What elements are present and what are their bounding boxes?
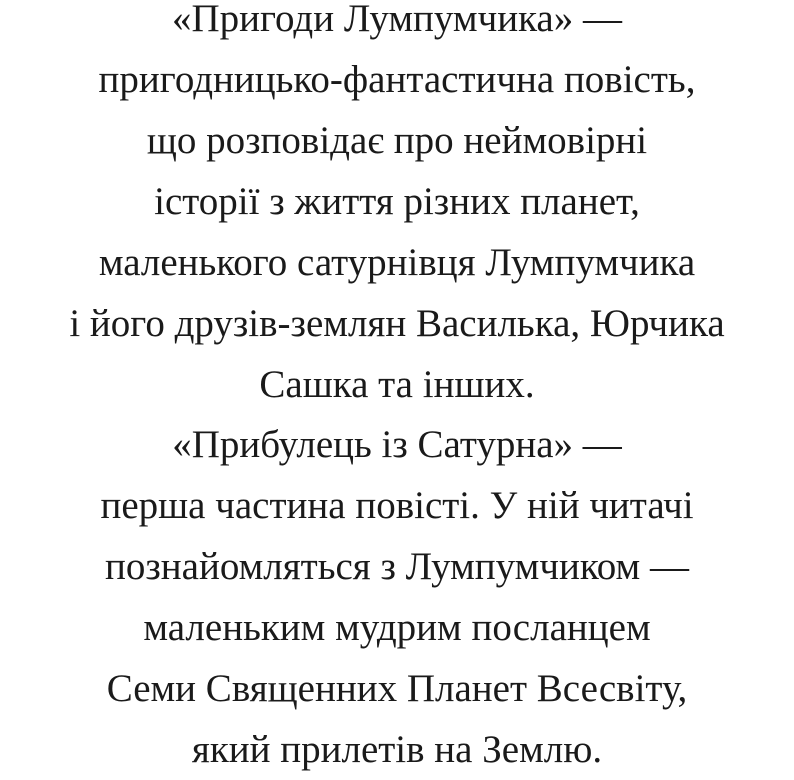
annotation-paragraph-part-one <box>0 414 794 780</box>
text-line: познайомляться з Лумпумчиком — <box>105 545 689 588</box>
text-line: перша частина повісті. У ній читачі <box>100 484 694 527</box>
text-line: Сашка та інших. <box>259 363 535 406</box>
text-line: «Пригоди Лумпумчика» — <box>172 0 622 40</box>
text-line: історії з життя різних планет, <box>154 180 640 223</box>
text-line: який прилетів на Землю. <box>191 728 603 771</box>
text-line: пригодницько-фантастична повість, <box>98 58 696 101</box>
text-line: і його друзів-землян Василька, Юрчика <box>69 302 725 345</box>
text-line: що розповідає про неймовірні <box>146 119 648 162</box>
text-line: маленьким мудрим посланцем <box>143 606 651 649</box>
text-line: маленького сатурнівця Лумпумчика <box>98 241 696 284</box>
text-line: «Прибулець із Сатурна» — <box>172 423 622 466</box>
text-line: Семи Священних Планет Всесвіту, <box>106 667 688 710</box>
